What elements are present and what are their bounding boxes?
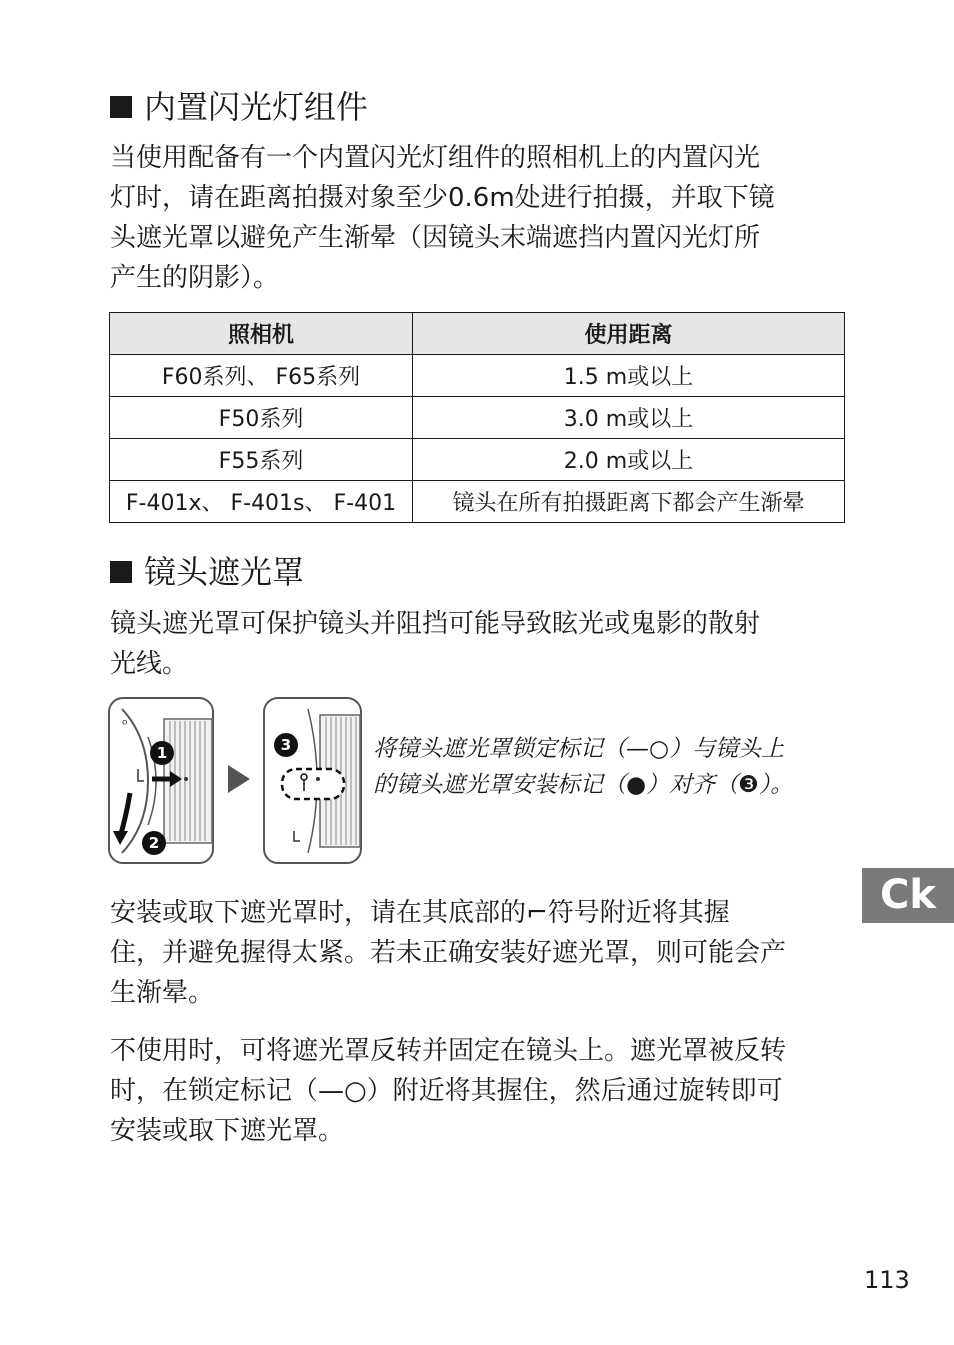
table-cell: 镜头在所有拍摄距离下都会产生渐晕 [413, 481, 845, 523]
table-row [110, 481, 845, 523]
text-line: 光线。 [110, 649, 189, 679]
section-tab-ck: Ck [862, 868, 954, 923]
caption-line: 的镜头遮光罩安装标记（●）对齐（❸）。 [373, 772, 794, 798]
table-row [110, 397, 845, 439]
section-heading-lens-hood [110, 552, 304, 592]
table-cell: 2.0 m或以上 [413, 439, 845, 481]
table-cell: F60系列、 F65系列 [110, 355, 413, 397]
text-line: 住，并避免握得太紧。若未正确安装好遮光罩，则可能会产 [110, 938, 787, 968]
lock-mark-icon: ᵒ [122, 717, 128, 733]
text-line: 安装或取下遮光罩。 [110, 1116, 345, 1146]
lens-mount-dot-icon [184, 777, 188, 781]
table-header-row [110, 313, 845, 355]
table-cell: F-401x、 F-401s、 F-401 [110, 481, 413, 523]
column-header: 使用距离 [413, 313, 845, 355]
text-line: 不使用时，可将遮光罩反转并固定在镜头上。遮光罩被反转 [110, 1036, 787, 1066]
section-heading-flash [110, 87, 368, 127]
lens-hood-paragraph [110, 604, 850, 684]
hood-storage-paragraph [110, 1031, 850, 1151]
camera-distance-table [109, 312, 845, 523]
svg-text:1: 1 [156, 744, 168, 762]
text-line: 生渐晕。 [110, 978, 215, 1008]
section-title: 内置闪光灯组件 [144, 88, 369, 126]
square-bullet-icon [110, 96, 132, 118]
lens-hood-diagram [108, 697, 368, 867]
text-line: 灯时，请在距离拍摄对象至少0.6m处进行拍摄，并取下镜 [110, 183, 775, 213]
text-line: 产生的阴影）。 [110, 263, 280, 293]
text-line: 时，在锁定标记（—○）附近将其握住，然后通过旋转即可 [110, 1076, 783, 1106]
square-bullet-icon [110, 561, 132, 583]
section-title: 镜头遮光罩 [144, 553, 305, 591]
figure-caption [373, 731, 851, 803]
page-number: 113 [864, 1266, 910, 1294]
hood-attach-illustration [109, 698, 213, 863]
svg-text:2: 2 [148, 834, 160, 852]
table-cell: 1.5 m或以上 [413, 355, 845, 397]
flash-paragraph [110, 138, 850, 298]
hood-handling-paragraph [110, 893, 850, 1013]
table-cell: F55系列 [110, 439, 413, 481]
text-line: 当使用配备有一个内置闪光灯组件的照相机上的内置闪光 [110, 143, 761, 173]
mount-dot-icon [316, 777, 320, 781]
caption-line: 将镜头遮光罩锁定标记（—○）与镜头上 [373, 736, 785, 762]
svg-text:3: 3 [280, 736, 292, 754]
hood-aligned-illustration [264, 698, 361, 863]
table-cell: 3.0 m或以上 [413, 397, 845, 439]
next-step-triangle-icon [228, 765, 250, 793]
text-line: 安装或取下遮光罩时，请在其底部的⌐符号附近将其握 [110, 898, 730, 928]
column-header: 照相机 [110, 313, 413, 355]
text-line: 镜头遮光罩可保护镜头并阻挡可能导致眩光或鬼影的散射 [110, 609, 761, 639]
text-line: 头遮光罩以避免产生渐晕（因镜头末端遮挡内置闪光灯所 [110, 223, 761, 253]
table-row [110, 439, 845, 481]
table-cell: F50系列 [110, 397, 413, 439]
table-row [110, 355, 845, 397]
alignment-highlight [282, 769, 344, 799]
